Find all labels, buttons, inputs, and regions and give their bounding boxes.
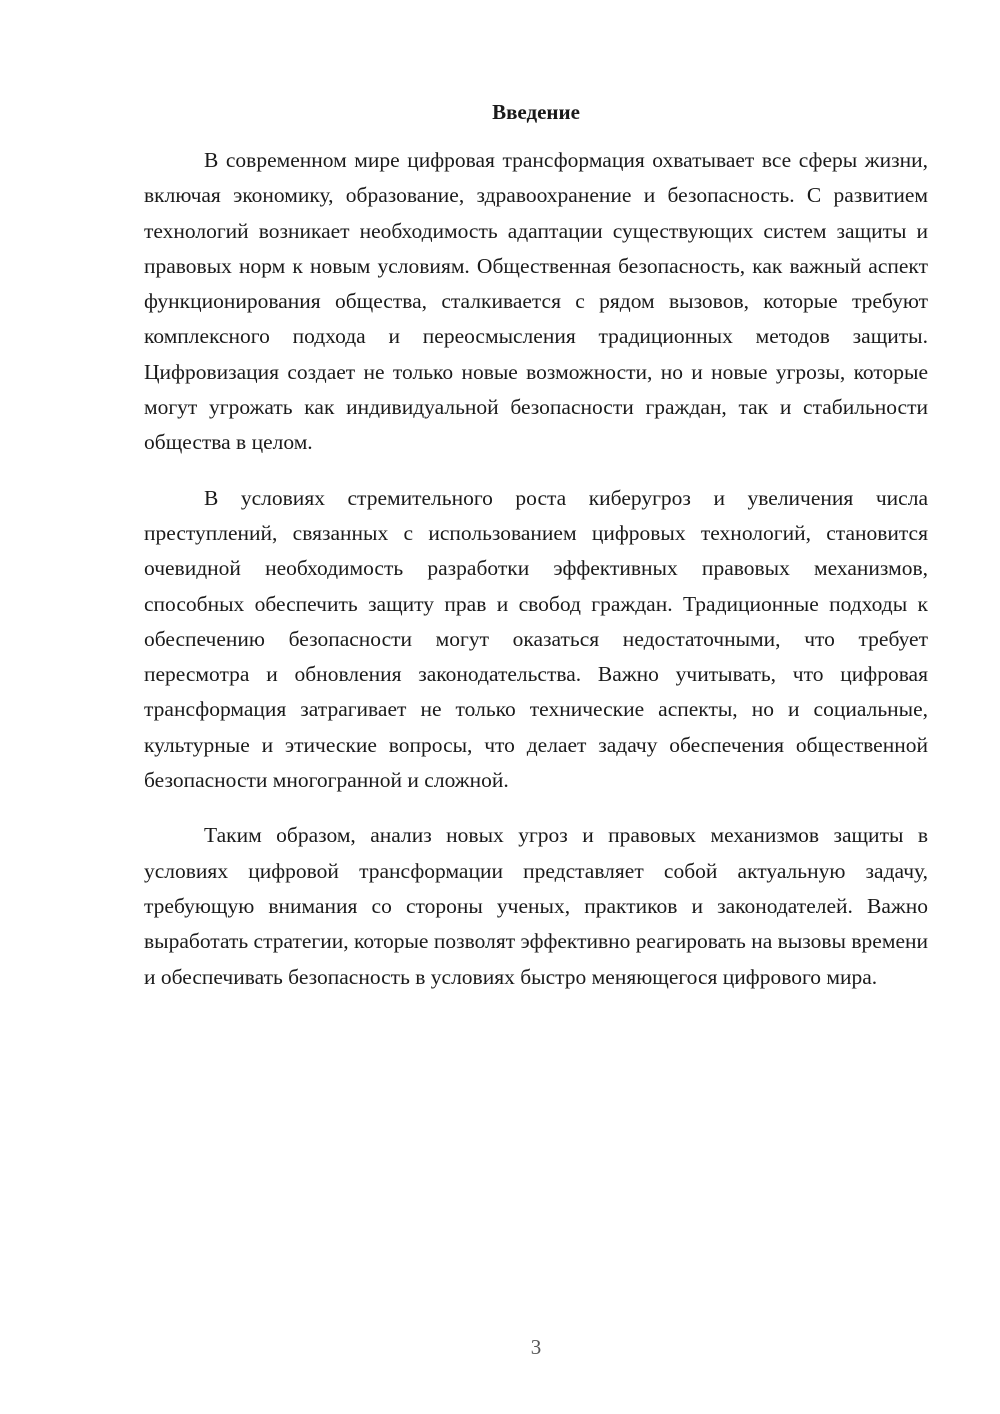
paragraph-3: Таким образом, анализ новых угроз и правовых механизмов защиты в условиях цифровой трансформации представляет собой актуальную задачу, требующую внимания со стороны ученых, практиков и законодателей. Важно выработать стратегии, которые позволят эффективно реагировать на вызовы времени и обеспечивать безопасность в условиях быстро меняющегося цифрового мира. xyxy=(144,823,928,989)
paragraph-1: В современном мире цифровая трансформация охватывает все сферы жизни, включая экономику, образование, здравоохранение и безопасность. С развитием технологий возникает необходимость адаптации существующих систем защиты и правовых норм к новым условиям. Общественная безопасность, как важный аспект функционирования общества, сталкивается с рядом вызовов, которые требуют комплексного подхода и переосмысления традиционных методов защиты. Цифровизация создает не только новые возможности, но и новые угрозы, которые могут угрожать как индивидуальной безопасности граждан, так и стабильности общества в целом. xyxy=(144,148,928,455)
page-number: 3 xyxy=(530,1335,542,1359)
paragraph-2: В условиях стремительного роста киберугроз и увеличения числа преступлений, связанных с использованием цифровых технологий, становится очевидной необходимость разработки эффективных правовых механизмов, способных обеспечить защиту прав и свобод граждан. Традиционные подходы к обеспечению безопасности могут оказаться недостаточными, что требует пересмотра и обновления законодательства. Важно учитывать, что цифровая трансформация затрагивает не только технические аспекты, но и социальные, культурные и этические вопросы, что делает задачу обеспечения общественной безопасности многогранной и сложной. xyxy=(144,485,928,793)
section-title: Введение xyxy=(492,100,580,124)
document-body xyxy=(144,143,928,1015)
